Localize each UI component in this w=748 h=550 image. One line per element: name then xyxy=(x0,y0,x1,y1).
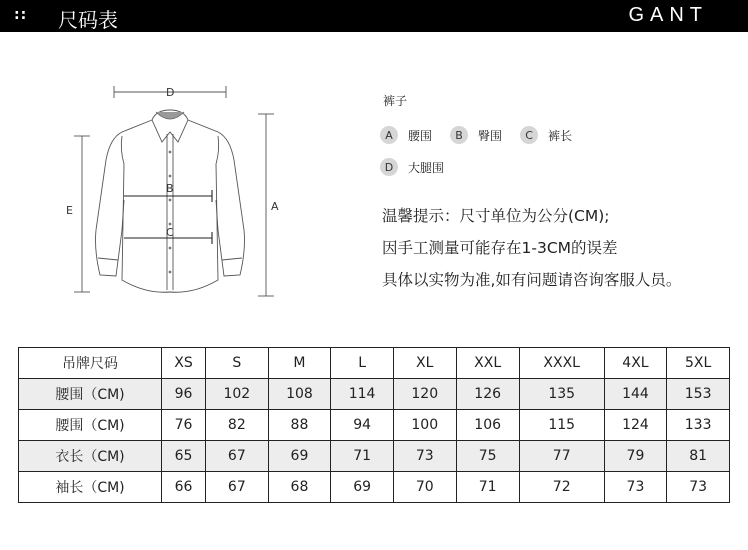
label-e: E xyxy=(66,204,73,217)
header-cell: XL xyxy=(393,348,456,379)
table-cell: 67 xyxy=(206,472,269,503)
table-cell: 76 xyxy=(162,410,206,441)
table-cell: 81 xyxy=(667,441,730,472)
legend-item-a xyxy=(380,126,432,144)
table-cell: 82 xyxy=(206,410,269,441)
table-cell: 腰围（CM) xyxy=(19,410,162,441)
table-cell: 106 xyxy=(456,410,519,441)
table-cell: 120 xyxy=(393,379,456,410)
header-cell: XXXL xyxy=(519,348,604,379)
legend-row xyxy=(380,158,462,176)
table-cell: 96 xyxy=(162,379,206,410)
table-header-row xyxy=(19,348,730,379)
table-cell: 袖长（CM) xyxy=(19,472,162,503)
header-cell: XS xyxy=(162,348,206,379)
table-cell: 73 xyxy=(393,441,456,472)
label-b: B xyxy=(166,182,174,195)
table-cell: 68 xyxy=(268,472,331,503)
legend-row xyxy=(380,126,590,144)
table-cell: 94 xyxy=(331,410,394,441)
top-banner xyxy=(0,0,748,32)
table-cell: 153 xyxy=(667,379,730,410)
header-cell: XXL xyxy=(456,348,519,379)
table-cell: 124 xyxy=(604,410,667,441)
table-cell: 77 xyxy=(519,441,604,472)
table-cell: 73 xyxy=(604,472,667,503)
header-cell: 吊牌尺码 xyxy=(19,348,162,379)
header-cell: L xyxy=(331,348,394,379)
header-cell: M xyxy=(268,348,331,379)
legend-item-d xyxy=(380,158,444,176)
badge-a: A xyxy=(380,126,398,144)
table-row xyxy=(19,379,730,410)
table-cell: 71 xyxy=(456,472,519,503)
table-cell: 102 xyxy=(206,379,269,410)
size-notes xyxy=(382,200,681,296)
size-table xyxy=(18,347,730,503)
table-cell: 108 xyxy=(268,379,331,410)
brand-logo: GANT xyxy=(628,4,708,26)
header-cell: S xyxy=(206,348,269,379)
table-cell: 73 xyxy=(667,472,730,503)
table-cell: 69 xyxy=(331,472,394,503)
table-cell: 70 xyxy=(393,472,456,503)
legend-label-a: 腰围 xyxy=(408,128,433,143)
badge-d: D xyxy=(380,158,398,176)
table-cell: 88 xyxy=(268,410,331,441)
table-cell: 67 xyxy=(206,441,269,472)
label-c: C xyxy=(166,226,174,239)
legend-label-b: 臀围 xyxy=(478,128,503,143)
legend-item-c xyxy=(520,126,572,144)
note-line: 具体以实物为准,如有问题请咨询客服人员。 xyxy=(382,271,682,289)
table-cell: 100 xyxy=(393,410,456,441)
table-cell: 135 xyxy=(519,379,604,410)
header-cell: 4XL xyxy=(604,348,667,379)
page-title: 尺码表 xyxy=(58,8,118,32)
label-a: A xyxy=(271,200,279,213)
table-cell: 65 xyxy=(162,441,206,472)
table-cell: 69 xyxy=(268,441,331,472)
note-line: 因手工测量可能存在1-3CM的误差 xyxy=(382,239,618,257)
table-cell: 126 xyxy=(456,379,519,410)
table-cell: 133 xyxy=(667,410,730,441)
legend-item-b xyxy=(450,126,502,144)
header-cell: 5XL xyxy=(667,348,730,379)
table-cell: 衣长（CM) xyxy=(19,441,162,472)
table-cell: 72 xyxy=(519,472,604,503)
table-cell: 144 xyxy=(604,379,667,410)
table-cell: 115 xyxy=(519,410,604,441)
legend-label-c: 裤长 xyxy=(548,128,573,143)
table-row xyxy=(19,472,730,503)
table-cell: 腰围（CM) xyxy=(19,379,162,410)
label-d: D xyxy=(166,86,175,99)
table-cell: 114 xyxy=(331,379,394,410)
table-row xyxy=(19,441,730,472)
badge-c: C xyxy=(520,126,538,144)
legend-label-d: 大腿围 xyxy=(408,160,445,175)
table-cell: 75 xyxy=(456,441,519,472)
table-cell: 66 xyxy=(162,472,206,503)
badge-b: B xyxy=(450,126,468,144)
table-cell: 79 xyxy=(604,441,667,472)
table-row xyxy=(19,410,730,441)
table-cell: 71 xyxy=(331,441,394,472)
grip-dots-icon: :: xyxy=(14,7,28,23)
note-line: 温馨提示：尺寸单位为公分(CM); xyxy=(382,207,610,225)
shirt-illustration xyxy=(60,80,300,305)
legend-title: 裤子 xyxy=(383,94,408,108)
